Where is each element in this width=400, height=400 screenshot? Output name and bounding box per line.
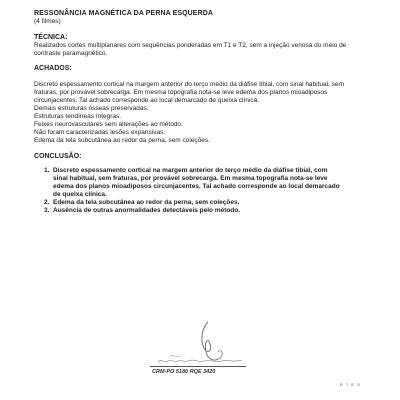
tecnica-heading: TÉCNICA: (34, 34, 68, 41)
conclusao-item-text: Ausência de outras anormalidades detectáveis pelo método. (53, 207, 241, 214)
tecnica-text: Realizados cortes multiplanares com sequências ponderadas em T1 e T2, sem a injeção venosa do meio de contraste paramagnético. (34, 42, 347, 57)
signature-line (150, 366, 246, 367)
achados-section (34, 81, 364, 145)
achados-heading: ACHADOS: (34, 65, 72, 72)
page-code: R T E S (340, 382, 361, 387)
conclusao-list (44, 167, 344, 215)
achados-line: Discreto espessamento cortical na margem anterior do terço médio da diáfise tibial, com sinal habitual, sem fraturas, por provável sobrecarga. Em mesma topografia nota-se leve edema dos planos mioadiposos circunjacentes. Tal achado corresponde ao local demarcado de queixa clínica. (34, 81, 344, 104)
conclusao-item-number: 2. (44, 199, 50, 206)
report-title: RESSONÂNCIA MAGNÉTICA DA PERNA ESQUERDA (34, 10, 214, 17)
conclusao-item-text: Discreto espessamento cortical na margem anterior do terço médio da diáfise tibial, com sinal habitual, sem fraturas, por provável sobrecarga. Em mesma topografia nota-se leve edema dos planos mioadiposos circunjacentes. Tal achado corresponde ao local demarcado de queixa clínica. (53, 167, 340, 198)
conclusao-item (44, 199, 344, 207)
conclusao-item-text: Edema da tela subcutânea ao redor da perna, sem coleções. (53, 199, 240, 206)
conclusao-item-number: 1. (44, 167, 50, 174)
achados-line: Não foram caracterizadas lesões expansivas. (34, 129, 166, 136)
crm-registration: CRM-PO 5180 RQE 3420 (152, 369, 216, 375)
conclusao-item-number: 3. (44, 207, 50, 214)
conclusao-item (44, 207, 344, 215)
conclusao-heading: CONCLUSÃO: (34, 153, 82, 160)
achados-line: Edema da tela subcutânea ao redor da perna, sem coleções. (34, 137, 210, 144)
handwritten-signature (150, 318, 260, 370)
achados-line: Feixes neurovasculares sem alterações ao método. (34, 121, 183, 128)
achados-line: Estruturas tendíneas íntegras. (34, 113, 122, 120)
conclusao-item (44, 167, 344, 199)
signature-block (150, 318, 260, 378)
achados-line: Demais estruturas ósseas preservadas. (34, 105, 149, 112)
report-subtitle: (4 filmes) (34, 18, 61, 25)
